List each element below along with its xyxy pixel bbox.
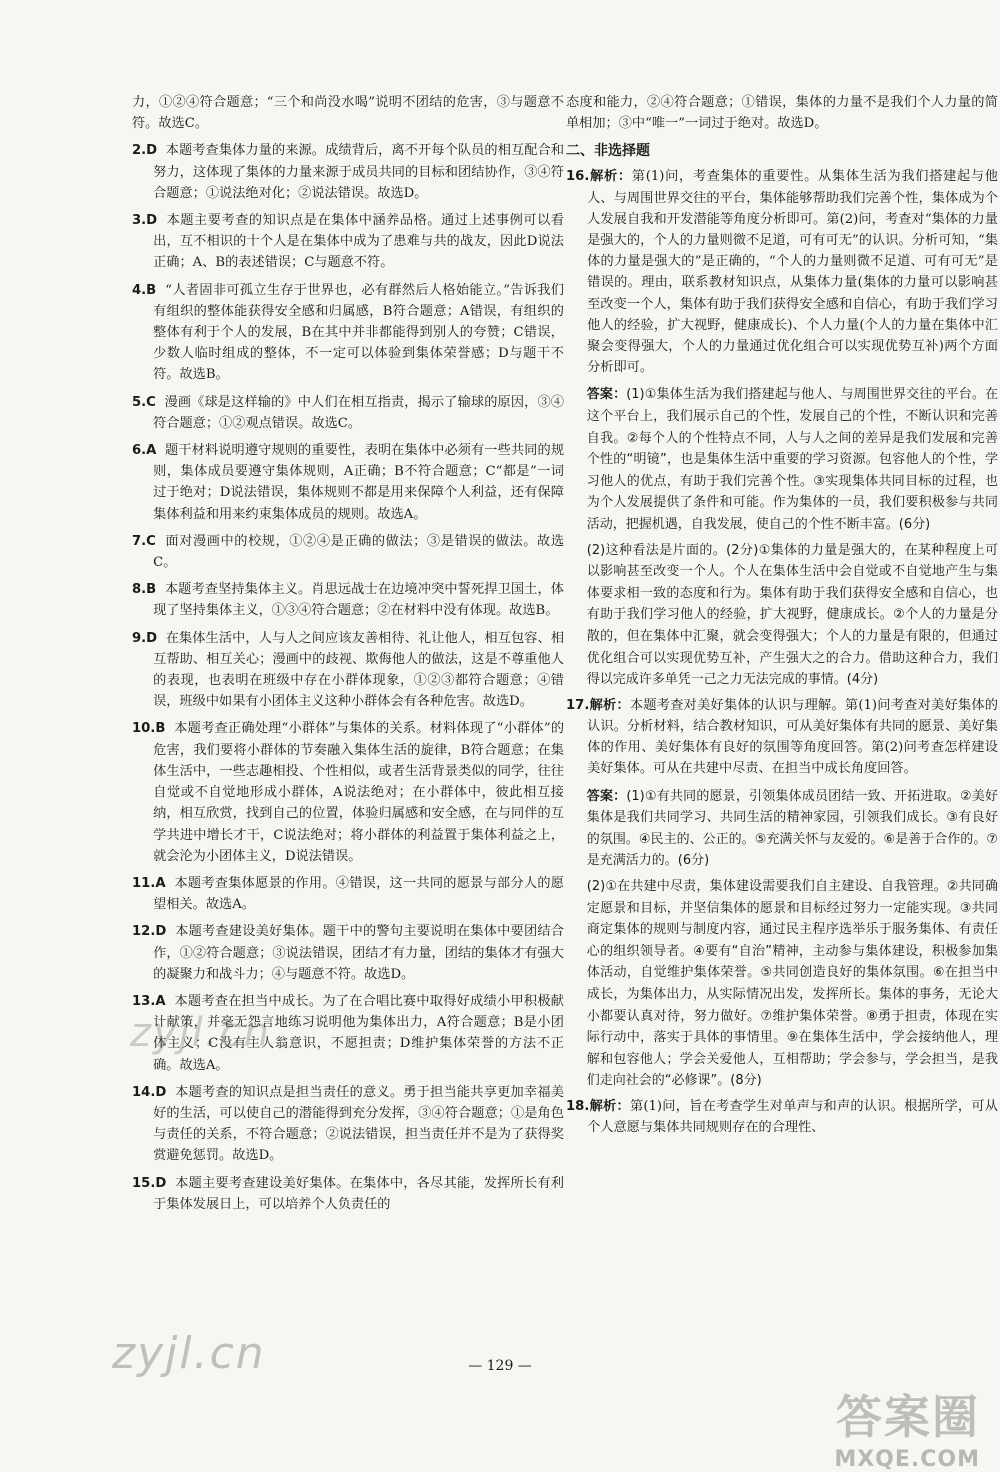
question-number: 9.D <box>132 630 158 646</box>
question-17-analysis <box>566 695 998 780</box>
analysis-text: 第(1)问，考查集体的重要性。从集体生活为我们搭建起与他人、与周围世界交往的平台，集体能够帮助我们完善个性，集体成为个人发展自我和开发潜能等角度分析即可。第(2)问，考查对“集体的力量是强大的，个人的力量则微不足道，可有可无”的认识。分析可知，“集体的力量是强大的”是正确的，“个人的力量则微不足道、可有可无”是错误的。理由，联系教材知识点，从集体力量(集体的力量可以影响甚至改变一个人，集体有助于我们获得安全感和自信心，有助于我们学习他人的经验，扩大视野，健康成长)、个人力量(个人的力量在集体中汇聚会变得强大，个人的力量通过优化组合可以实现优势互补)两个方面分析即可。 <box>587 169 998 376</box>
question-6 <box>132 440 564 525</box>
question-text: 本题主要考查的知识点是在集体中涵养品格。通过上述事例可以看出，互不相识的十个人是在集体中成为了患难与共的战友，因此D说法正确；A、B的表述错误；C与题意不符。 <box>153 213 564 271</box>
question-number: 7.C <box>132 533 156 549</box>
question-number: 15.D <box>132 1175 167 1191</box>
question-17-answer-2: (2)①在共建中尽责，集体建设需要我们自主建设、自我管理。②共同确定愿景和目标，并坚信集体的愿景和目标经过努力一定能实现。③共同商定集体的规则与制度内容，通过民主程序选举乐于服务集体、有责任心的组织领导者。④要有“自治”精神，主动参与集体建设，积极参加集体活动，自觉维护集体荣誉。⑤共同创造良好的集体氛围。⑥在担当中成长，为集体出力，从实际情况出发，发挥所长。集体的事务，无论大小都要认真对待，努力做好。⑦维护集体荣誉。⑧勇于担责，体现在实际行动中，落实于具体的事情里。⑨在集体生活中，学会接纳他人，理解和包容他人；学会关爱他人，互相帮助；学会参与，学会担当，是我们走向社会的“必修课”。(8分) <box>586 878 998 1089</box>
question-15 <box>132 1173 564 1215</box>
question-text: 本题主要考查建设美好集体。在集体中，各尽其能，发挥所长有利于集体发展日上，可以培养个人负责任的 <box>153 1175 564 1212</box>
question-text: 本题考查坚持集体主义。肖思远战士在边境冲突中誓死捍卫国土，体现了坚持集体主义，①③④符合题意；②在材料中没有体现。故选B。 <box>153 582 564 619</box>
question-number: 5.C <box>132 394 156 410</box>
question-18-analysis <box>566 1096 998 1138</box>
answer-label: 答案： <box>586 387 627 403</box>
question-text: “人者固非可孤立生存于世界也，必有群然后人格始能立。”告诉我们有组织的整体能获得安全感和归属感，B符合题意；A错误，有组织的整体有利于个人的发展，B在其中并非都能得到别人的夸赞；C错误，少数人临时组成的整体，不一定可以体验到集体荣誉感；D与题干不符。故选B。 <box>153 282 564 383</box>
section-title: 二、非选择题 <box>566 143 650 160</box>
question-number: 2.D <box>132 143 158 159</box>
question-number: 6.A <box>132 443 157 459</box>
question-number: 3.D <box>132 213 158 229</box>
question-number: 4.B <box>132 282 157 298</box>
question-text: 本题考查在担当中成长。为了在合唱比赛中取得好成绩小甲积极献计献策，并毫无怨言地练习说明他为集体出力，A符合题意；B是小团体主义；C没有主人翁意识，不愿担责；D维护集体荣誉的方法不正确。故选A。 <box>153 993 564 1073</box>
question-8 <box>132 579 564 621</box>
question-text: 本题考查的知识点是担当责任的意义。勇于担当能共享更加幸福美好的生活，可以使自己的潜能得到充分发挥，③④符合题意；①是角色与责任的关系，不符合题意；②说法错误，担当责任并不是为了获得奖赏避免惩罚。故选D。 <box>153 1084 564 1164</box>
question-number: 8.B <box>132 582 157 598</box>
question-16-answer-1 <box>566 384 998 535</box>
watermark-mxqe-url: MXQE.COM <box>834 1447 980 1472</box>
question-text: 本题考查集体力量的来源。成绩背后，离不开每个队员的相互配合和努力，这体现了集体的力量来源于成员共同的目标和团结协作，③④符合题意；①说法绝对化；②说法错误。故选D。 <box>153 143 565 201</box>
analysis-label: 解析： <box>589 697 630 713</box>
question-9 <box>132 628 564 713</box>
question-text: 本题考查建设美好集体。题干中的警句主要说明在集体中要团结合作，①②符合题意；③说法错误，团结才有力量，团结的集体才有强大的凝聚力和战斗力；④与题意不符。故选D。 <box>153 924 564 982</box>
question-5 <box>132 392 564 434</box>
question-11 <box>132 873 564 915</box>
analysis-label: 解析： <box>589 1098 630 1114</box>
watermark-zyjl-bottom: zyjl.cn <box>112 1328 266 1379</box>
question-number: 11.A <box>132 875 166 891</box>
question-text: 面对漫画中的校规，①②④是正确的做法；③是错误的做法。故选C。 <box>153 533 565 571</box>
question-number: 13.A <box>132 993 166 1009</box>
question-text: 本题考查正确处理“小群体”与集体的关系。材料体现了“小群体”的危害，我们要将小群体的节奏融入集体生活的旋律，B符合题意；在集体生活中，一些志趣相投、个性相似，或者生活背景类似的同学，往往自觉或不自觉地形成小群体，A说法绝对；在小群体中，彼此相互接纳，相互欣赏，找到自己的位置，体验归属感和安全感，在与同伴的互学共进中增长才干，C说法绝对；将小群体的利益置于集体利益之上，就会沦为小团体主义，D说法错误。 <box>153 721 565 864</box>
question-number: 17. <box>566 697 590 713</box>
question-text: 本题考查集体愿景的作用。④错误，这一共同的愿景与部分人的愿望相关。故选A。 <box>153 875 564 913</box>
question-17-answer-1 <box>566 786 998 872</box>
question-7 <box>132 531 564 573</box>
answer-text: (1)①有共同的愿景，引领集体成员团结一致、开拓进取。②美好集体是我们共同学习、共同生活的精神家园，引领我们成长。③有良好的氛围。④民主的、公正的。⑤充满关怀与友爱的。⑥是善于合作的。⑦是充满活力的。(6分) <box>586 788 998 869</box>
analysis-label: 解析： <box>589 169 632 185</box>
right-column <box>566 92 998 1144</box>
question-12 <box>132 921 564 985</box>
question-number: 14.D <box>132 1084 167 1100</box>
question-text: 漫画《球是这样输的》中人们在相互指责，揭示了输球的原因，③④符合题意；①②观点错误。故选C。 <box>153 394 564 431</box>
watermark-mxqe-title: 答案圈 <box>836 1390 980 1444</box>
answer-text: (1)①集体生活为我们搭建起与他人、与周围世界交往的平台。在这个平台上，我们展示自己的个性，发展自己的个性，不断认识和完善自我。②每个人的个性特点不同，人与人之间的差异是我们发展和完善个性的“明镜”，也是集体生活中重要的学习资源。包容他人的个性，学习他人的优点，有助于我们完善个性。③实现集体共同目标的过程，也为个人发展提供了条件和可能。作为集体的一员，我们要积极参与共同活动，把握机遇，自我发展，使自己的个性不断丰富。(6分) <box>586 387 998 532</box>
question-1-continuation: 力，①②④符合题意；“三个和尚没水喝”说明不团结的危害，③与题意不符。故选C。 <box>132 95 564 132</box>
question-3 <box>132 210 564 274</box>
question-10 <box>132 718 564 866</box>
question-text: 题干材料说明遵守规则的重要性，表明在集体中必须有一些共同的规则，集体成员要遵守集体规则，A正确；B不符合题意；C“都是”一词过于绝对；D说法错误，集体规则不都是用来保障个人利益，还有保障集体利益和用来约束集体成员的规则。故选A。 <box>153 443 565 522</box>
question-16-analysis <box>566 166 998 378</box>
question-15-continuation: 态度和能力，②④符合题意；①错误，集体的力量不是我们个人力量的简单相加；③中“唯一”一词过于绝对。故选D。 <box>566 95 998 132</box>
answer-label: 答案： <box>586 788 627 804</box>
question-2 <box>132 140 564 204</box>
question-number: 12.D <box>132 924 167 940</box>
question-14 <box>132 1082 564 1167</box>
analysis-text: 本题考查对美好集体的认识与理解。第(1)问考查对美好集体的认识。分析材料，结合教材知识，可从美好集体有共同的愿景、美好集体的作用、美好集体有良好的氛围等角度回答。第(2)问考查怎样建设美好集体。可从在共建中尽责、在担当中成长角度回答。 <box>587 697 998 777</box>
watermark-mxqe <box>750 1381 980 1472</box>
question-16-answer-2: (2)这种看法是片面的。(2分)①集体的力量是强大的，在某种程度上可以影响甚至改变一个人。个人在集体生活中会自觉或不自觉地产生与集体要求相一致的态度和行为。集体有助于我们获得安全感和自信心，也有助于我们学习他人的经验，扩大视野，健康成长。②个人的力量是分散的，但在集体中汇聚，就会变得强大；个人的力量是有限的，但通过优化组合可以实现优势互补，产生强大之的合力。借助这种合力，我们得以完成许多单凭一己之力无法完成的事情。(4分) <box>586 542 998 688</box>
page-number: — 129 — <box>468 1358 532 1374</box>
question-text: 在集体生活中，人与人之间应该友善相待、礼让他人，相互包容、相互帮助、相互关心；漫画中的歧视、欺侮他人的做法，这是不尊重他人的表现，也表明在班级中存在小群体现象，①②③都符合题意；④错误，班级中如果有小团体主义这种小群体会有各种危害。故选D。 <box>153 630 565 710</box>
watermark-zyjl-top: zyjl.cn <box>130 1010 271 1056</box>
question-number: 18. <box>566 1098 590 1114</box>
question-number: 10.B <box>132 721 166 737</box>
question-number: 16. <box>566 169 590 185</box>
question-4 <box>132 280 564 386</box>
analysis-text: 第(1)问，旨在考查学生对单声与和声的认识。根据所学，可从个人意愿与集体共同规则存在的合理性、 <box>587 1098 998 1136</box>
